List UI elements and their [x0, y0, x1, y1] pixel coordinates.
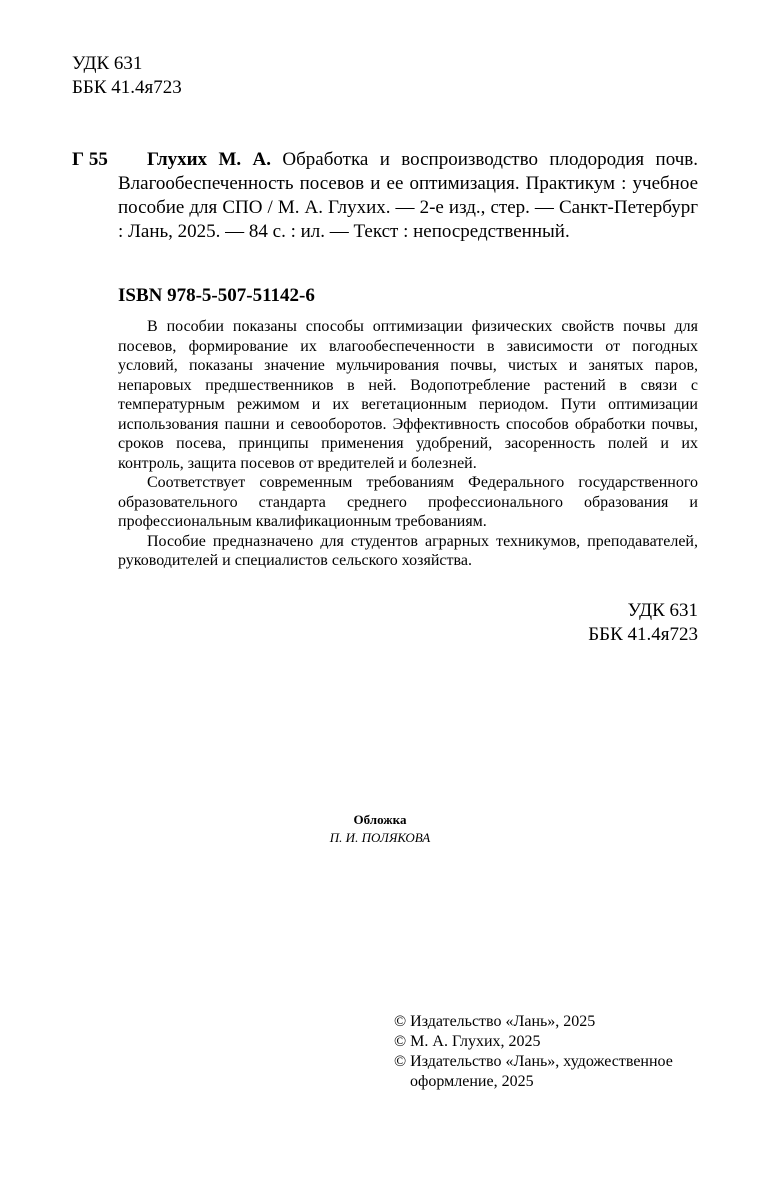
classification-footer: [588, 599, 698, 647]
copyright-block: [394, 1012, 714, 1092]
abstract-paragraph: Соответствует современным требованиям Федерального государственного образовательного стандарта среднего профессионального образования и профессиональным квалификационным требованиям.: [118, 474, 698, 530]
abstract-paragraph: Пособие предназначено для студентов аграрных техникумов, преподавателей, руководителей и специалистов сельского хозяйства.: [118, 532, 698, 569]
copyright-line: © М. А. Глухих, 2025: [394, 1033, 541, 1050]
author-name: Глухих М. А.: [147, 149, 272, 170]
cover-designer: П. И. ПОЛЯКОВА: [329, 830, 431, 845]
abstract: [118, 317, 698, 571]
bbk-code: ББК 41.4я723: [588, 624, 698, 645]
isbn: ISBN 978-5-507-51142-6: [118, 285, 315, 306]
abstract-paragraph: В пособии показаны способы оптимизации физических свойств почвы для посевов, формирование их влагообеспеченности в зависимости от погодных условий, показаны значение мульчирования почвы, чистых и занятых паров, непаровых предшественников в ней. Водопотребление растений в связи с температурным режимом и их вегетационным периодом. Пути оптимизации использования пашни и севооборотов. Эффективность способов обработки почвы, сроков посева, принципы применения удобрений, засоренность полей и их контроль, защита посевов от вредителей и болезней.: [118, 318, 698, 472]
bbk-code: ББК 41.4я723: [72, 77, 182, 98]
copyright-line: © Издательство «Лань», 2025: [394, 1013, 596, 1030]
udk-code: УДК 631: [627, 600, 698, 621]
classification-header: [72, 52, 182, 100]
copyright-line: © Издательство «Лань», художественное оформление, 2025: [394, 1053, 673, 1090]
cover-credit: [220, 811, 540, 847]
bibliographic-entry: [72, 148, 698, 244]
bibliographic-description: [118, 148, 698, 244]
title-and-imprint: Обработка и воспроизводство плодородия почв. Влагообеспеченность посевов и ее оптимизация. Практикум : учебное пособие для СПО / М. А. Глухих. — 2-е изд., стер. — Санкт-Петербург : Лань, 2025. — 84 с. : ил. — Текст : непосредственный.: [118, 149, 698, 242]
cover-label: Обложка: [353, 812, 407, 827]
udk-code: УДК 631: [72, 53, 143, 74]
author-mark: Г 55: [72, 149, 108, 170]
